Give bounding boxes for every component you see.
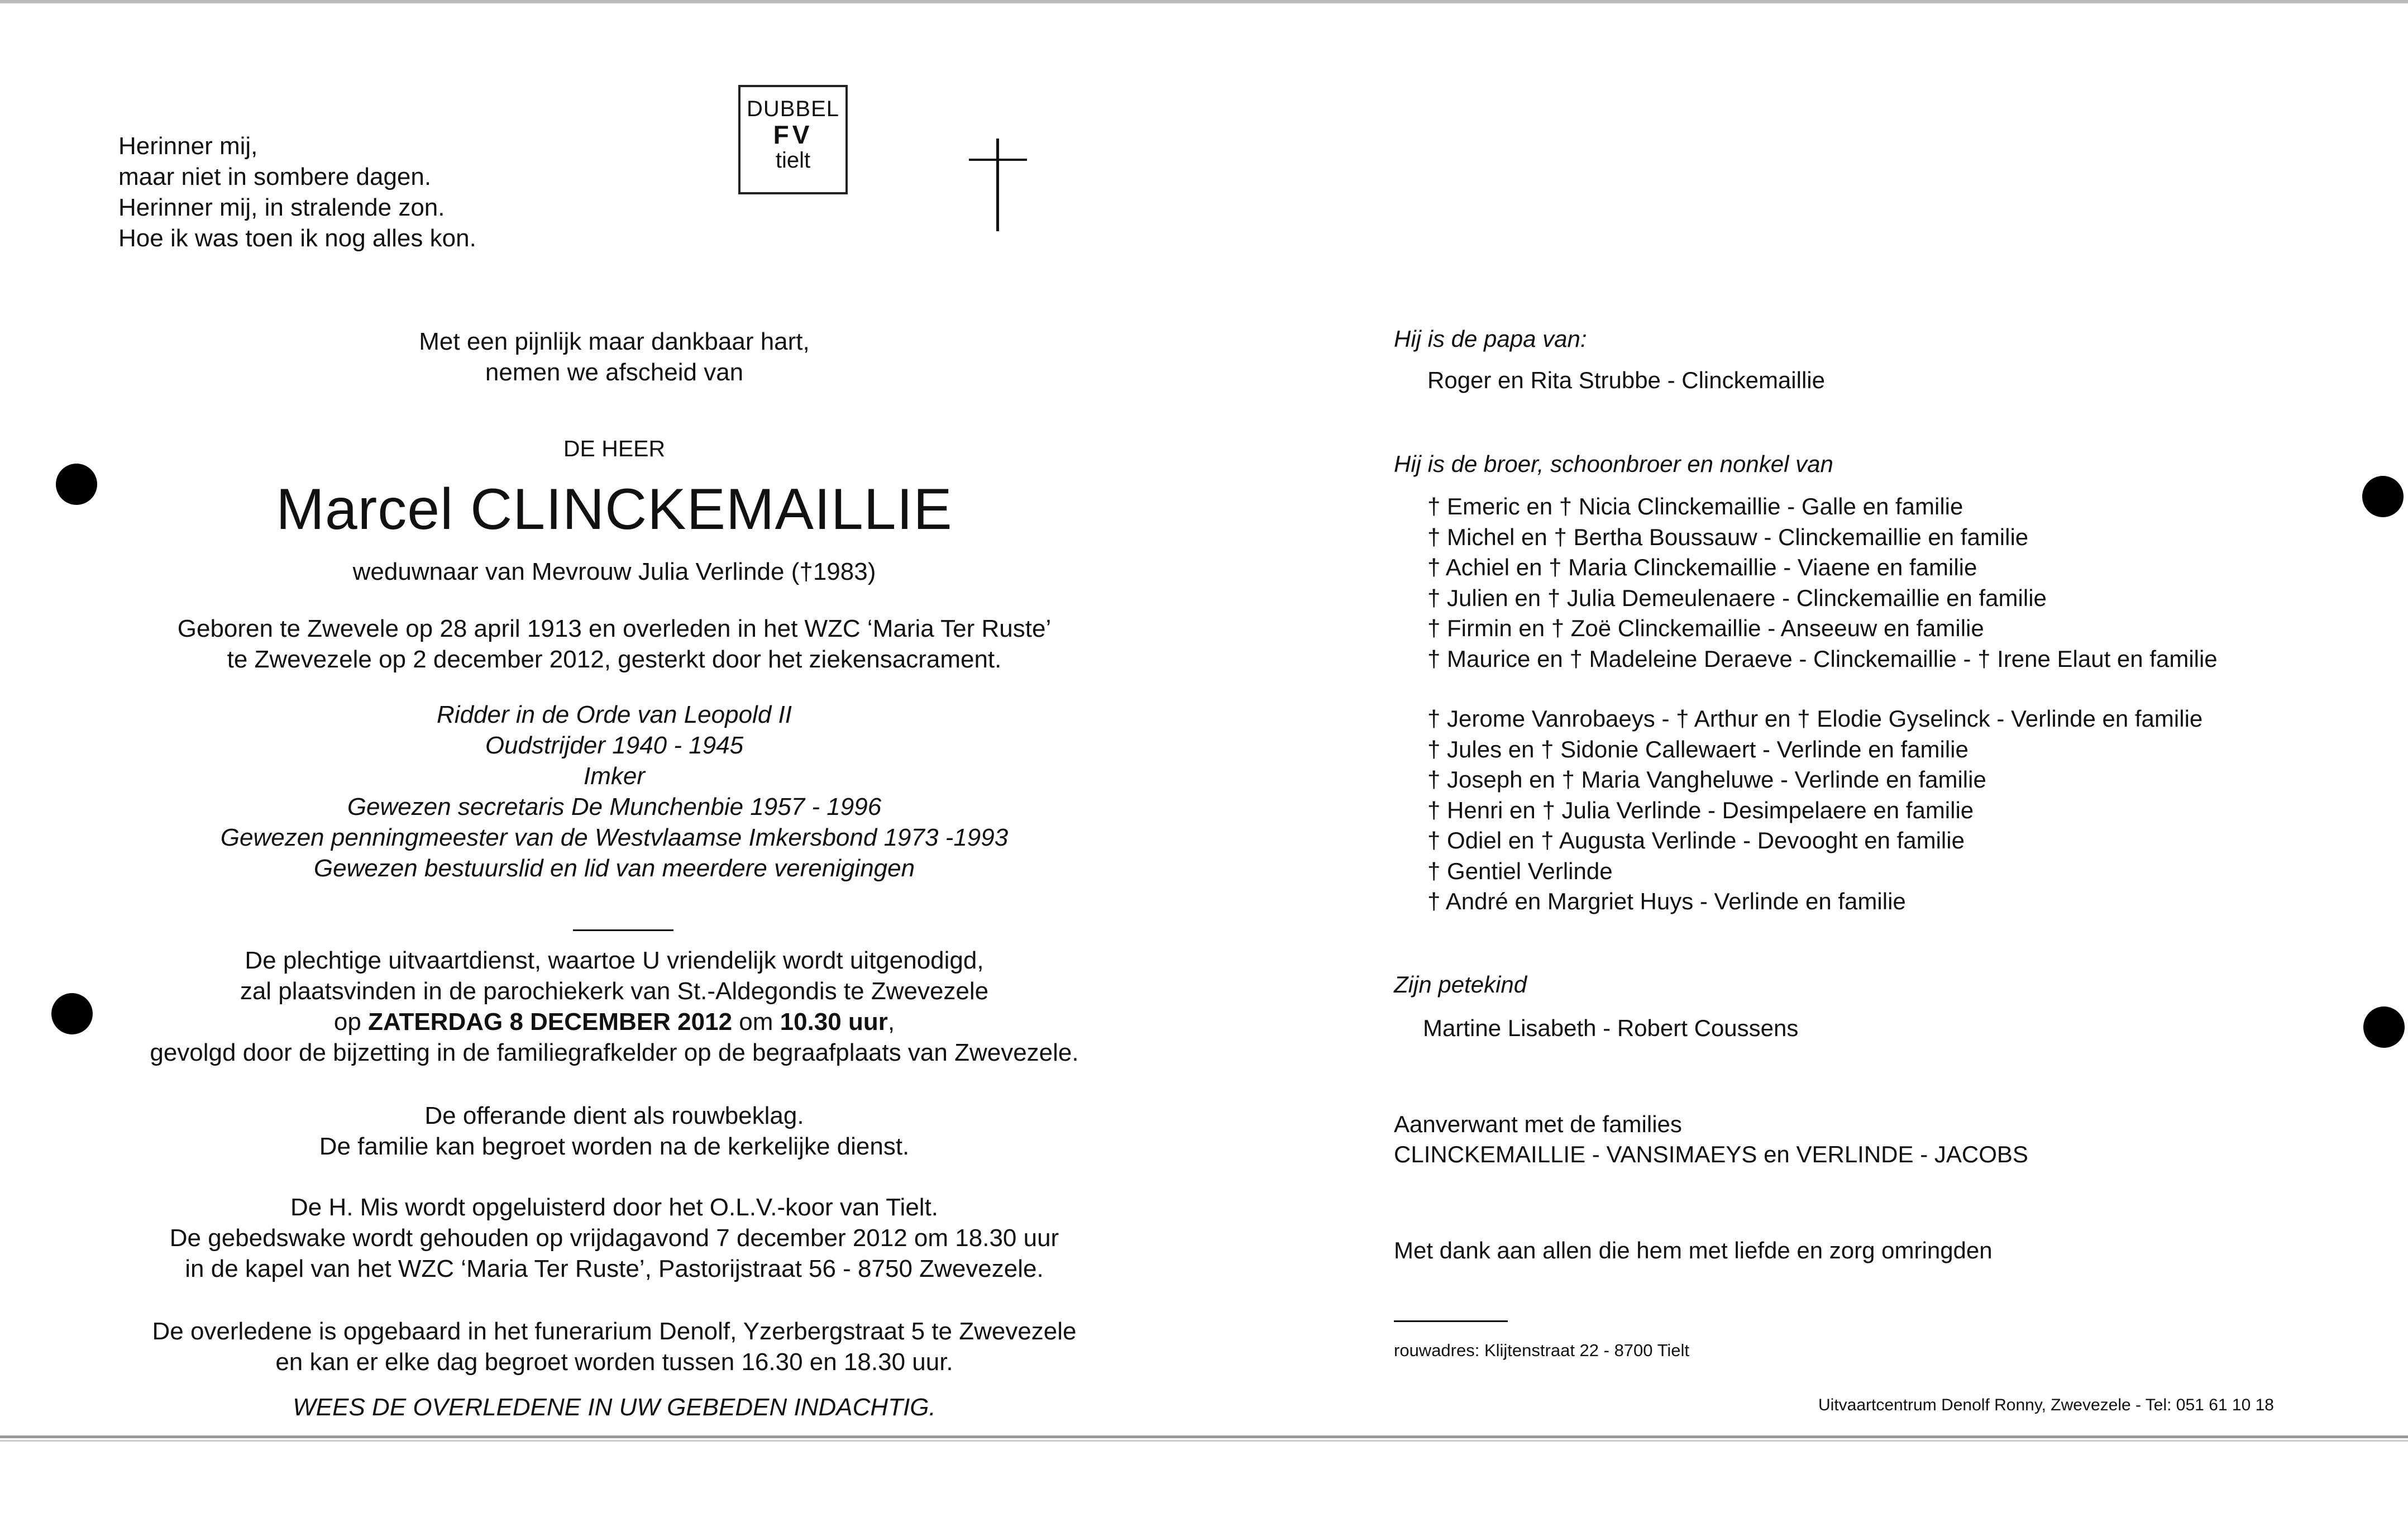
honor-line: Ridder in de Orde van Leopold II: [437, 701, 792, 728]
funeral-line: De plechtige uitvaartdienst, waartoe U vriendelijk wordt uitgenodigd,: [245, 947, 984, 974]
viewing-line: De overledene is opgebaard in het funerarium Denolf, Yzerbergstraat 5 te Zwevezele: [152, 1318, 1077, 1345]
family-item: † Henri en † Julia Verlinde - Desimpelaere en familie: [1427, 796, 1974, 823]
honor-line: Imker: [584, 762, 645, 790]
funeral-date-suffix: ,: [887, 1008, 895, 1036]
stamp-line: DUBBEL: [746, 97, 840, 121]
honor-line: Gewezen bestuurslid en lid van meerdere verenigingen: [313, 855, 915, 882]
family-item: † Joseph en † Maria Vangheluwe - Verlinde en familie: [1427, 766, 1986, 793]
family-list-1: [1427, 492, 2218, 674]
family-item: † Jerome Vanrobaeys - † Arthur en † Elodie Gyselinck - Verlinde en familie: [1427, 705, 2203, 732]
funeral-date-line: [56, 1006, 1173, 1037]
family-item: † Odiel en † Augusta Verlinde - Devooght en familie: [1427, 827, 1965, 853]
funeral-time: 10.30 uur: [780, 1008, 888, 1036]
birth-death: [56, 613, 1173, 675]
poem-line: Hoe ik was toen ik nog alles kon.: [118, 225, 476, 252]
punch-hole-icon: [2362, 476, 2404, 517]
intro: [56, 326, 1173, 388]
family-item: † Emeric en † Nicia Clinckemaillie - Galle en familie: [1427, 493, 1963, 519]
offering: [56, 1100, 1173, 1162]
scan-border-bottom: [0, 1435, 2408, 1438]
family-item: † Maurice en † Madeleine Deraeve - Clinckemaillie - † Irene Elaut en familie: [1427, 645, 2218, 672]
funeral-date-mid: om: [732, 1008, 780, 1036]
funeral-line: zal plaatsvinden in de parochiekerk van St.-Aldegondis te Zwevezele: [240, 977, 989, 1005]
poem-line: Herinner mij, in stralende zon.: [118, 194, 445, 221]
divider: [1394, 1320, 1508, 1322]
funeral-info: [56, 945, 1173, 1068]
funeral-date-prefix: op: [333, 1008, 369, 1036]
offering-line: De familie kan begroet worden na de kerkelijke dienst.: [319, 1133, 910, 1160]
closing-line: WEES DE OVERLEDENE IN UW GEBEDEN INDACHTIG.: [293, 1394, 936, 1421]
viewing-info: [56, 1316, 1173, 1377]
mass-line: in de kapel van het WZC ‘Maria Ter Ruste’, Pastorijstraat 56 - 8750 Zwevezele.: [185, 1255, 1044, 1282]
dubbel-stamp: [738, 85, 848, 194]
papa-name: Roger en Rita Strubbe - Clinckemaillie: [1427, 367, 1825, 393]
family-item: † Achiel en † Maria Clinckemaillie - Viaene en familie: [1427, 554, 1977, 580]
honor-line: Oudstrijder 1940 - 1945: [485, 732, 744, 759]
widower-line: weduwnaar van Mevrouw Julia Verlinde (†1983): [352, 558, 876, 585]
intro-line: Met een pijnlijk maar dankbaar hart,: [419, 328, 810, 355]
scan-border-bottom-shadow: [0, 1440, 2408, 1442]
poem-line: maar niet in sombere dagen.: [118, 163, 432, 190]
broer-heading: Hij is de broer, schoonbroer en nonkel van: [1394, 451, 1833, 477]
funeral-line: gevolgd door de bijzetting in de familiegrafkelder op de begraafplaats van Zwevezele.: [150, 1039, 1079, 1066]
family-item: † Gentiel Verlinde: [1427, 857, 1613, 884]
divider: [573, 929, 673, 931]
honor-line: Gewezen penningmeester van de Westvlaamse Imkersbond 1973 -1993: [220, 824, 1009, 851]
honor-line: Gewezen secretaris De Munchenbie 1957 - 1996: [347, 793, 882, 820]
aanverwant-families: CLINCKEMAILLIE - VANSIMAEYS en VERLINDE - JACOBS: [1394, 1141, 2028, 1167]
aanverwant-line: Aanverwant met de families: [1394, 1111, 1682, 1137]
undertaker-line: Uitvaartcentrum Denolf Ronny, Zwevezele - Tel: 051 61 10 18: [1818, 1396, 2274, 1414]
petekind-names: Martine Lisabeth - Robert Coussens: [1423, 1015, 1799, 1041]
family-list-2: [1427, 704, 2202, 917]
family-item: † Firmin en † Zoë Clinckemaillie - Anseeuw en familie: [1427, 615, 1984, 641]
poem: [118, 131, 476, 254]
mass-line: De H. Mis wordt opgeluisterd door het O.L.V.-koor van Tielt.: [290, 1194, 939, 1221]
family-item: † Michel en † Bertha Boussauw - Clinckemaillie en familie: [1427, 523, 2029, 550]
family-item: † Julien en † Julia Demeulenaere - Clinckemaillie en familie: [1427, 584, 2047, 611]
birth-death-line: Geboren te Zwevele op 28 april 1913 en overleden in het WZC ‘Maria Ter Ruste’: [177, 615, 1052, 642]
aanverwant: [1394, 1109, 2028, 1170]
poem-line: Herinner mij,: [118, 132, 258, 160]
cross-icon: [996, 139, 999, 231]
honors: [56, 699, 1173, 884]
family-item: † Jules en † Sidonie Callewaert - Verlinde en familie: [1427, 736, 1969, 762]
scan-border-top: [0, 0, 2408, 3]
thanks-line: Met dank aan allen die hem met liefde en zorg omringden: [1394, 1237, 1993, 1263]
papa-heading: Hij is de papa van:: [1394, 326, 1587, 352]
deceased-name: Marcel CLINCKEMAILLIE: [276, 477, 953, 542]
family-item: † André en Margriet Huys - Verlinde en familie: [1427, 888, 1906, 914]
cross-icon-bar: [969, 159, 1027, 161]
stamp-line: FV: [773, 120, 813, 149]
funeral-date: ZATERDAG 8 DECEMBER 2012: [368, 1008, 733, 1036]
petekind-heading: Zijn petekind: [1394, 971, 1527, 998]
stamp-line: tielt: [775, 148, 811, 173]
punch-hole-icon: [2363, 1006, 2405, 1048]
viewing-line: en kan er elke dag begroet worden tussen 16.30 en 18.30 uur.: [275, 1348, 953, 1376]
intro-line: nemen we afscheid van: [485, 359, 744, 386]
title-prefix: DE HEER: [563, 436, 666, 461]
birth-death-line: te Zwevezele op 2 december 2012, gesterkt door het ziekensacrament.: [227, 646, 1002, 673]
mass-info: [56, 1192, 1173, 1284]
address-line: rouwadres: Klijtenstraat 22 - 8700 Tielt: [1394, 1341, 1689, 1360]
offering-line: De offerande dient als rouwbeklag.: [424, 1102, 804, 1129]
mass-line: De gebedswake wordt gehouden op vrijdagavond 7 december 2012 om 18.30 uur: [169, 1224, 1059, 1252]
